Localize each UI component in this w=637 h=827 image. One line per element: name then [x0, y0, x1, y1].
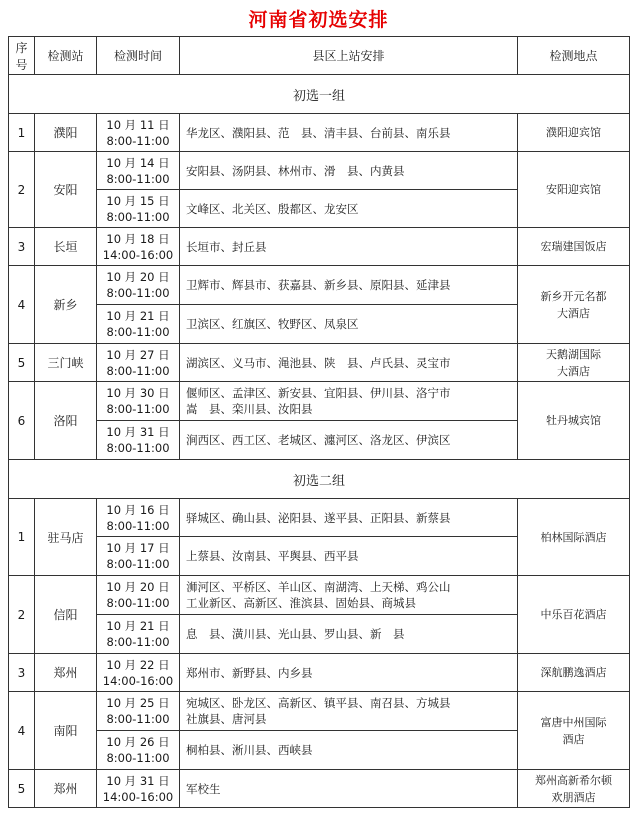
table-body: [9, 75, 630, 808]
row-site: [518, 576, 630, 654]
group-row: [9, 460, 630, 499]
county-line: 偃师区、孟津区、新安县、宜阳县、伊川县、洛宁市: [186, 386, 451, 400]
row-counties: [180, 537, 518, 576]
time-date: 10 月 15 日: [106, 193, 170, 208]
time-hours: 8:00-11:00: [106, 286, 170, 300]
row-station: 长垣: [35, 228, 97, 266]
time-hours: 8:00-11:00: [106, 209, 170, 224]
table-row: [9, 228, 630, 266]
row-site: [518, 654, 630, 692]
row-number: 4: [9, 692, 35, 770]
row-time: [97, 305, 180, 344]
row-station: 三门峡: [35, 344, 97, 382]
site-line: 大酒店: [557, 364, 590, 378]
header-county: 县区上站安排: [180, 37, 518, 75]
county-line: 长垣市、封丘县: [186, 239, 267, 254]
row-site: [518, 114, 630, 152]
row-time: [97, 382, 180, 421]
row-counties: [180, 499, 518, 537]
table-row: [9, 114, 630, 152]
site-line: 深航鹏逸酒店: [540, 666, 607, 679]
time-hours: 8:00-11:00: [106, 325, 170, 339]
time-date: 10 月 11 日: [106, 117, 170, 132]
site-line: 中乐百花酒店: [540, 608, 607, 621]
time-date: 10 月 31 日: [106, 425, 170, 439]
time-date: 10 月 21 日: [106, 309, 170, 323]
row-counties: [180, 228, 518, 266]
site-line: 宏瑞建国饭店: [540, 240, 607, 253]
header-station: 检测站: [35, 37, 97, 75]
time-date: 10 月 31 日: [106, 773, 170, 788]
time-hours: 14:00-16:00: [102, 673, 174, 688]
row-number: 5: [9, 770, 35, 808]
time-date: 10 月 16 日: [106, 502, 170, 517]
county-line: 浉河区、平桥区、羊山区、南湖湾、上天梯、鸡公山: [186, 580, 451, 594]
row-site: [518, 152, 630, 228]
table-row: [9, 654, 630, 692]
row-station: 信阳: [35, 576, 97, 654]
time-hours: 8:00-11:00: [106, 363, 170, 378]
county-line: 文峰区、北关区、殷都区、龙安区: [186, 201, 359, 216]
row-time: [97, 692, 180, 731]
county-line: 卫滨区、红旗区、牧野区、凤泉区: [186, 317, 359, 331]
page-title: 河南省初选安排: [248, 9, 389, 31]
row-site: [518, 344, 630, 382]
group-title: 初选一组: [9, 75, 630, 114]
row-time: [97, 228, 180, 266]
county-line: 嵩 县、栾川县、汝阳县: [186, 402, 313, 416]
row-counties: [180, 190, 518, 228]
time-date: 10 月 21 日: [106, 619, 170, 633]
table-row: [9, 692, 630, 731]
row-station: 新乡: [35, 266, 97, 344]
time-hours: 14:00-16:00: [102, 247, 174, 262]
table-row: [9, 499, 630, 537]
row-station: 南阳: [35, 692, 97, 770]
site-line: 欢朋酒店: [551, 790, 596, 804]
row-site: [518, 692, 630, 770]
header-no-line1: 序: [15, 40, 28, 55]
time-hours: 8:00-11:00: [106, 402, 170, 416]
time-date: 10 月 26 日: [106, 735, 170, 749]
schedule-table: [8, 36, 630, 808]
row-time: [97, 114, 180, 152]
row-number: 2: [9, 576, 35, 654]
row-counties: [180, 770, 518, 808]
table-row: [9, 770, 630, 808]
site-line: 柏林国际酒店: [540, 530, 607, 544]
time-hours: 8:00-11:00: [106, 635, 170, 649]
county-line: 军校生: [186, 781, 221, 796]
row-number: 3: [9, 654, 35, 692]
row-counties: [180, 382, 518, 421]
row-number: 5: [9, 344, 35, 382]
county-line: 湖滨区、义马市、渑池县、陕 县、卢氏县、灵宝市: [186, 355, 451, 370]
header-site: 检测地点: [518, 37, 630, 75]
row-number: 4: [9, 266, 35, 344]
time-date: 10 月 22 日: [106, 657, 170, 672]
row-time: [97, 654, 180, 692]
table-row: [9, 266, 630, 305]
row-counties: [180, 421, 518, 460]
county-line: 工业新区、高新区、淮滨县、固始县、商城县: [186, 596, 416, 610]
time-date: 10 月 30 日: [106, 386, 170, 400]
time-date: 10 月 20 日: [106, 580, 170, 594]
row-counties: [180, 654, 518, 692]
time-date: 10 月 18 日: [106, 231, 170, 246]
time-hours: 8:00-11:00: [106, 596, 170, 610]
row-site: [518, 382, 630, 460]
county-line: 华龙区、濮阳县、范 县、清丰县、台前县、南乐县: [186, 125, 451, 140]
row-station: 郑州: [35, 654, 97, 692]
time-date: 10 月 17 日: [106, 541, 170, 555]
county-line: 社旗县、唐河县: [186, 712, 267, 726]
row-counties: [180, 344, 518, 382]
row-time: [97, 421, 180, 460]
row-number: 1: [9, 114, 35, 152]
time-hours: 14:00-16:00: [102, 789, 174, 804]
row-time: [97, 190, 180, 228]
row-counties: [180, 305, 518, 344]
row-number: 3: [9, 228, 35, 266]
row-number: 6: [9, 382, 35, 460]
row-counties: [180, 152, 518, 190]
row-time: [97, 731, 180, 770]
row-counties: [180, 114, 518, 152]
header-row: [9, 37, 630, 75]
row-site: [518, 499, 630, 576]
row-station: 郑州: [35, 770, 97, 808]
county-line: 安阳县、汤阴县、林州市、滑 县、内黄县: [186, 163, 405, 178]
header-time: 检测时间: [97, 37, 180, 75]
row-time: [97, 770, 180, 808]
row-station: 濮阳: [35, 114, 97, 152]
table-row: [9, 344, 630, 382]
time-hours: 8:00-11:00: [106, 712, 170, 726]
row-counties: [180, 615, 518, 654]
row-number: 1: [9, 499, 35, 576]
site-line: 安阳迎宾馆: [546, 183, 601, 196]
header-no-line2: 号: [15, 57, 28, 72]
county-line: 涧西区、西工区、老城区、瀍河区、洛龙区、伊滨区: [186, 433, 451, 447]
group-title: 初选二组: [9, 460, 630, 499]
time-date: 10 月 14 日: [106, 155, 170, 170]
row-time: [97, 499, 180, 537]
row-time: [97, 344, 180, 382]
site-line: 大酒店: [557, 306, 590, 320]
time-hours: 8:00-11:00: [106, 518, 170, 533]
table-row: [9, 382, 630, 421]
header-no: [9, 37, 35, 75]
row-time: [97, 537, 180, 576]
site-line: 新乡开元名都: [540, 289, 607, 303]
row-site: [518, 770, 630, 808]
county-line: 宛城区、卧龙区、高新区、镇平县、南召县、方城县: [186, 696, 451, 710]
time-hours: 8:00-11:00: [106, 751, 170, 765]
group-row: [9, 75, 630, 114]
row-time: [97, 615, 180, 654]
site-line: 牡丹城宾馆: [546, 414, 601, 427]
row-station: 洛阳: [35, 382, 97, 460]
row-station: 驻马店: [35, 499, 97, 576]
row-station: 安阳: [35, 152, 97, 228]
row-counties: [180, 576, 518, 615]
row-counties: [180, 692, 518, 731]
site-line: 天鹅湖国际: [546, 347, 601, 361]
table-row: [9, 576, 630, 615]
time-date: 10 月 25 日: [106, 696, 170, 710]
row-site: [518, 228, 630, 266]
time-hours: 8:00-11:00: [106, 171, 170, 186]
time-date: 10 月 27 日: [106, 347, 170, 362]
site-line: 郑州高新希尔顿: [535, 773, 612, 787]
row-counties: [180, 731, 518, 770]
county-line: 驿城区、确山县、泌阳县、遂平县、正阳县、新蔡县: [186, 510, 451, 525]
site-line: 酒店: [562, 732, 585, 746]
row-time: [97, 576, 180, 615]
table-row: [9, 152, 630, 190]
time-date: 10 月 20 日: [106, 270, 170, 284]
row-time: [97, 152, 180, 190]
time-hours: 8:00-11:00: [106, 133, 170, 148]
row-time: [97, 266, 180, 305]
county-line: 上蔡县、汝南县、平舆县、西平县: [186, 549, 359, 563]
county-line: 郑州市、新野县、内乡县: [186, 665, 313, 680]
time-hours: 8:00-11:00: [106, 557, 170, 571]
row-site: [518, 266, 630, 344]
time-hours: 8:00-11:00: [106, 441, 170, 455]
site-line: 濮阳迎宾馆: [546, 126, 601, 139]
county-line: 卫辉市、辉县市、获嘉县、新乡县、原阳县、延津县: [186, 278, 451, 292]
row-number: 2: [9, 152, 35, 228]
site-line: 富唐中州国际: [540, 715, 607, 729]
row-counties: [180, 266, 518, 305]
county-line: 息 县、潢川县、光山县、罗山县、新 县: [186, 627, 405, 641]
county-line: 桐柏县、淅川县、西峡县: [186, 743, 313, 757]
